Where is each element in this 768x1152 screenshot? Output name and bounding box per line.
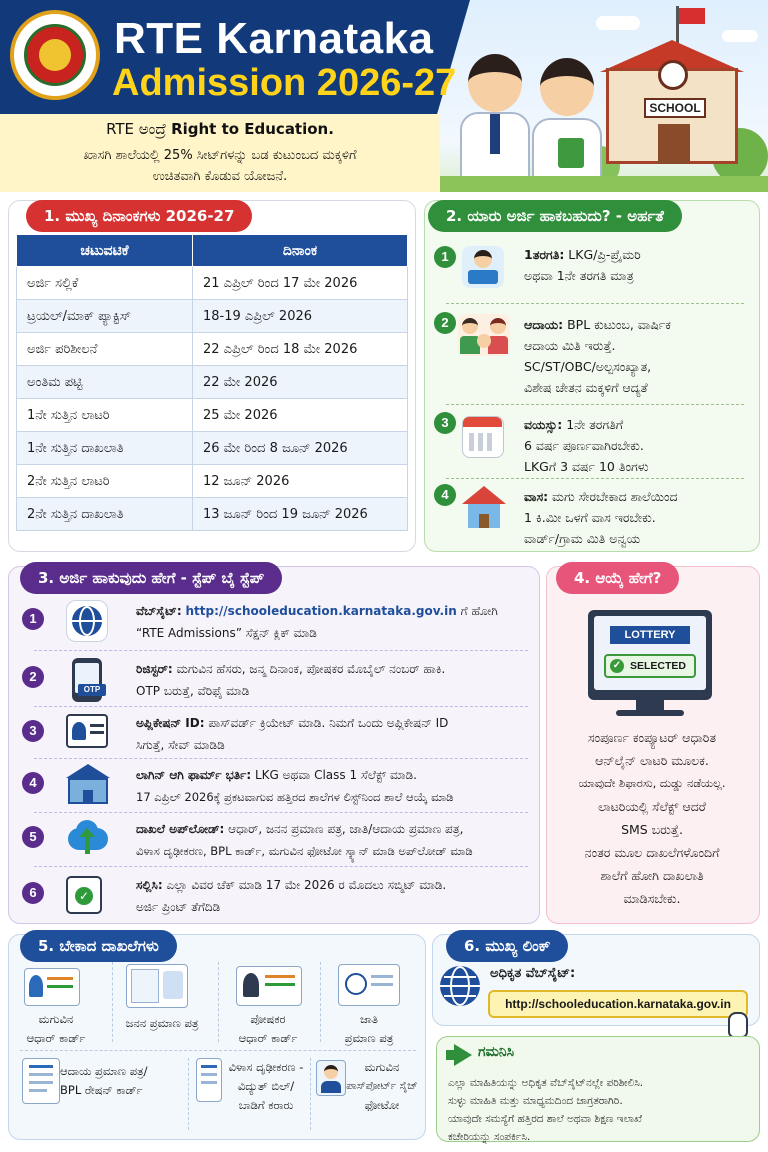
clock-icon (658, 60, 688, 90)
item-label: ವಾಸ: (524, 489, 549, 504)
step-line: ಮಗುವಿನ ಹೆಸರು, ಜನ್ಮ ದಿನಾಂಕ, ಪೋಷಕರ ಮೊಬೈಲ್ ನಂಬರ್ ಹಾಕಿ. (172, 662, 446, 676)
selection-description (552, 726, 752, 910)
dashed-divider (34, 758, 528, 759)
row-activity: 2ನೇ ಸುತ್ತಿನ ಲಾಟರಿ (17, 465, 193, 498)
doc-label: ಜನನ ಪ್ರಮಾಣ ಪತ್ರ (125, 1016, 199, 1030)
step-number: 4 (22, 772, 44, 794)
school-sign: SCHOOL (644, 98, 706, 118)
note-line: ಕಚೇರಿಯನ್ನು ಸಂಪರ್ಕಿಸಿ. (448, 1131, 531, 1143)
link-heading: 6. ಮುಖ್ಯ ಲಿಂಕ್ (446, 930, 568, 962)
item-line: 6 ವರ್ಷ ಪೂರ್ಣವಾಗಿರಬೇಕು. (524, 438, 644, 453)
item-line: LKG/ಪ್ರಿ-ಪ್ರೈಮರಿ (564, 247, 641, 262)
step-line: ಪಾಸ್‌ವರ್ಡ್ ಕ್ರಿಯೇಟ್ ಮಾಡಿ. ನಿಮಗೆ ಒಂದು ಅಪ್ಲಿಕೇಷನ್ ID (204, 716, 449, 730)
selection-line: ಶಾಲೆಗೆ ಹೋಗಿ ದಾಖಲಾತಿ (600, 868, 704, 883)
step-label: ಅಪ್ಲಿಕೇಷನ್ ID: (136, 716, 205, 730)
step-line: ಎಲ್ಲಾ ವಿವರ ಚೆಕ್ ಮಾಡಿ 17 ಮೇ 2026 ರ ಮೊದಲು ಸಬ್ಮಿಟ್ ಮಾಡಿ. (162, 878, 447, 892)
official-website-link[interactable]: http://schooleducation.karnataka.gov.in (488, 990, 748, 1018)
selection-line: ಯಾವುದೇ ಶಿಫಾರಸು, ದುಡ್ಡು ನಡೆಯಲ್ಲ. (578, 776, 726, 790)
phone-otp-icon (72, 658, 102, 702)
step-line: ಆಧಾರ್, ಜನನ ಪ್ರಮಾಣ ಪತ್ರ, ಜಾತಿ/ಆದಾಯ ಪ್ರಮಾಣ ಪತ್ರ, (224, 822, 464, 836)
doc-label: ವಿಳಾಸ ದೃಢೀಕರಣ - (228, 1060, 304, 1074)
note-line: ಎಲ್ಲಾ ಮಾಹಿತಿಯನ್ನು ಅಧಿಕೃತ ವೆಬ್‌ಸೈಟ್‌ನಲ್ಲೇ ಪರಿಶೀಲಿಸಿ. (448, 1077, 644, 1089)
step-label: ಸಲ್ಲಿಸಿ: (136, 878, 163, 892)
step-line: ಗೆ ಹೋಗಿ (456, 604, 498, 618)
intro-line-3: ಉಚಿತವಾಗಿ ಕೊಡುವ ಯೋಜನೆ. (152, 169, 288, 184)
eligibility-item-age (432, 410, 750, 488)
item-line: SC/ST/OBC/ಅಲ್ಪಸಂಖ್ಯಾತ, (524, 359, 652, 374)
selection-line: ಮಾಡಿಸಬೇಕು. (623, 891, 681, 906)
megaphone-icon (446, 1044, 472, 1066)
item-number: 3 (434, 412, 456, 434)
steps-heading: 3. ಅರ್ಜಿ ಹಾಕುವುದು ಹೇಗೆ - ಸ್ಟೆಪ್ ಬೈ ಸ್ಟೆಪ್ (20, 562, 282, 594)
row-activity: ಅರ್ಜಿ ಪರಿಶೀಲನೆ (17, 333, 193, 366)
item-line: 1ನೇ ತರಗತಿಗೆ (562, 417, 624, 432)
selection-heading: 4. ಆಯ್ಕೆ ಹೇಗೆ? (556, 562, 679, 594)
dashed-divider (446, 303, 744, 304)
row-activity: 2ನೇ ಸುತ್ತಿನ ದಾಖಲಾತಿ (17, 498, 193, 531)
link-label: ಅಧಿಕೃತ ವೆಬ್‌ಸೈಟ್: (490, 966, 576, 981)
globe-icon (66, 600, 108, 642)
dashed-divider (34, 812, 528, 813)
school-building-icon (66, 764, 108, 806)
doc-income-certificate (60, 1062, 188, 1100)
item-line: ಅಥವಾ 1ನೇ ತರಗತಿ ಮಾತ್ರ (524, 268, 634, 283)
dashed-divider (34, 650, 528, 651)
step-line: LKG ಅಥವಾ Class 1 ಸೆಲೆಕ್ಟ್ ಮಾಡಿ. (251, 768, 418, 782)
note-line: ಯಾವುದೇ ಸಮಸ್ಯೆಗೆ ಹತ್ತಿರದ ಶಾಲೆ ಅಥವಾ ಶಿಕ್ಷಣ ಇಲಾಖೆ (448, 1113, 643, 1125)
item-line: LKGಗೆ 3 ವರ್ಷ 10 ತಿಂಗಳು (524, 459, 649, 474)
header-banner (0, 0, 768, 192)
eligibility-text (524, 414, 750, 477)
row-activity: ಅರ್ಜಿ ಸಲ್ಲಿಕೆ (17, 267, 193, 300)
intro-line-1: RTE ಅಂದ್ರೆ Right to Education. (106, 120, 334, 138)
row-activity: ಅಂತಿಮ ಪಟ್ಟಿ (17, 366, 193, 399)
dashed-divider (188, 1058, 189, 1130)
doc-birth-certificate (112, 1014, 212, 1033)
otp-badge: OTP (78, 684, 106, 696)
house-icon (462, 486, 504, 528)
step-line: “RTE Admissions” ಸೆಕ್ಷನ್ ಕ್ಲಿಕ್ ಮಾಡಿ (136, 626, 317, 640)
doc-child-aadhaar (14, 1010, 98, 1048)
row-date: 12 ಜೂನ್ 2026 (193, 465, 408, 498)
eligibility-item-income (432, 310, 750, 395)
selected-badge (604, 654, 696, 678)
girl-illustration-head (540, 58, 594, 116)
doc-label: ಪ್ರಮಾಣ ಪತ್ರ (344, 1031, 394, 1045)
row-date: 22 ಮೇ 2026 (193, 366, 408, 399)
dashed-divider (446, 478, 744, 479)
step-number: 1 (22, 608, 44, 630)
step-document-upload (18, 816, 536, 868)
flag-icon (679, 8, 705, 24)
item-number: 2 (434, 312, 456, 334)
globe-icon (440, 966, 480, 1006)
step-line: ಸಿಗುತ್ತೆ, ಸೇವ್ ಮಾಡಿಡಿ (136, 738, 225, 752)
selection-line: SMS ಬರುತ್ತೆ. (621, 822, 683, 837)
passport-photo-icon (316, 1060, 346, 1096)
doc-label: ಆಧಾರ್ ಕಾರ್ಡ್ (238, 1031, 298, 1045)
doc-label: ಜಾತಿ (360, 1012, 378, 1026)
id-card-icon (66, 714, 108, 748)
doc-caste-certificate (326, 1010, 412, 1048)
hand-cursor-icon (728, 1012, 748, 1038)
page-title: RTE Karnataka (114, 14, 434, 63)
dashed-divider (34, 866, 528, 867)
row-activity: 1ನೇ ಸುತ್ತಿನ ದಾಖಲಾತಿ (17, 432, 193, 465)
eligibility-heading: 2. ಯಾರು ಅರ್ಜಿ ಹಾಕಬಹುದು? - ಅರ್ಹತೆ (428, 200, 682, 232)
step-text (136, 712, 536, 756)
dates-table-header (17, 235, 408, 267)
doc-label: ಆಧಾರ್ ಕಾರ್ಡ್ (26, 1031, 86, 1045)
doc-address-proof (222, 1058, 310, 1115)
dashed-divider (310, 1058, 311, 1130)
emblem-core (39, 39, 71, 71)
caste-certificate-icon (338, 964, 400, 1006)
selection-line: ಸಂಪೂರ್ಣ ಕಂಪ್ಯೂಟರ್ ಆಧಾರಿತ (587, 730, 717, 745)
item-line: ಆದಾಯ ಮಿತಿ ಇರುತ್ತೆ. (524, 338, 616, 353)
boy-illustration-head (468, 54, 522, 112)
step-label: ಲಾಗಿನ್ ಆಗಿ ಫಾರ್ಮ್ ಭರ್ತಿ: (136, 768, 252, 782)
tie-shape (490, 114, 500, 154)
item-line: ವಾರ್ಡ್/ಗ್ರಾಮ ಮಿತಿ ಅನ್ವಯ (524, 531, 641, 546)
eligibility-item-residence (432, 482, 750, 560)
step-line: ವಿಳಾಸ ದೃಢೀಕರಣ, BPL ಕಾರ್ಡ್, ಮಗುವಿನ ಫೋಟೋ ಸ್ಕ್ಯಾನ್ ಮಾಡಿ ಅಪ್‌ಲೋಡ್ ಮಾಡಿ (136, 844, 473, 858)
row-date: 18-19 ಎಪ್ರಿಲ್ 2026 (193, 300, 408, 333)
doc-label: ಬಾಡಿಗೆ ಕರಾರು (238, 1098, 294, 1112)
emblem-inner-ring (24, 24, 86, 86)
table-row (17, 498, 408, 531)
row-date: 21 ಎಪ್ರಿಲ್ ರಿಂದ 17 ಮೇ 2026 (193, 267, 408, 300)
step-text (136, 658, 536, 702)
computer-monitor-icon (588, 610, 712, 700)
item-line: BPL ಕುಟುಂಬ, ವಾರ್ಷಿಕ (563, 317, 671, 332)
doc-label: ವಿದ್ಯುತ್ ಬಿಲ್/ (237, 1079, 295, 1093)
table-row (17, 267, 408, 300)
selection-line: ಲಾಟರಿಯಲ್ಲಿ ಸೆಲೆಕ್ಟ್ ಆದರೆ (598, 799, 706, 814)
row-date: 13 ಜೂನ್ ರಿಂದ 19 ಜೂನ್ 2026 (193, 498, 408, 531)
selection-line: ಆನ್‌ಲೈನ್ ಲಾಟರಿ ಮೂಲಕ. (595, 753, 709, 768)
doc-parent-aadhaar (222, 1010, 314, 1048)
calendar-icon (462, 416, 504, 458)
doc-label: ಆದಾಯ ಪ್ರಮಾಣ ಪತ್ರ/ (60, 1064, 148, 1078)
parent-aadhaar-icon (236, 966, 302, 1006)
dashed-divider (218, 962, 219, 1042)
table-row (17, 432, 408, 465)
table-row (17, 333, 408, 366)
step-label: ದಾಖಲೆ ಅಪ್‌ಲೋಡ್: (136, 822, 225, 836)
lottery-label: LOTTERY (610, 626, 690, 644)
address-proof-icon (196, 1058, 222, 1102)
step-number: 5 (22, 826, 44, 848)
intro-emphasis: Right to Education. (171, 120, 334, 138)
note-heading: ಗಮನಿಸಿ (478, 1044, 515, 1060)
item-label: 1ತರಗತಿ: (524, 247, 565, 262)
income-certificate-icon (22, 1058, 60, 1104)
row-date: 26 ಮೇ ರಿಂದ 8 ಜೂನ್ 2026 (193, 432, 408, 465)
book-icon (558, 138, 584, 168)
doc-label: ಮಗುವಿನ (38, 1012, 74, 1026)
website-link[interactable]: http://schooleducation.karnataka.gov.in (185, 604, 457, 618)
step-line: ಅರ್ಜಿ ಪ್ರಿಂಟ್ ತೆಗೆದಿಡಿ (136, 900, 221, 914)
step-website (18, 598, 536, 650)
item-line: ವಿಶೇಷ ಚೇತನ ಮಕ್ಕಳಿಗೆ ಆದ್ಯತೆ (524, 380, 648, 395)
intro-line-2: ಖಾಸಗಿ ಶಾಲೆಯಲ್ಲಿ 25% ಸೀಟ್‌ಗಳನ್ನು ಬಡ ಕುಟುಂಬದ ಮಕ್ಕಳಿಗೆ (83, 148, 357, 163)
eligibility-text (524, 486, 750, 549)
eligibility-text (524, 244, 750, 286)
dates-table (16, 234, 408, 531)
monitor-base (616, 710, 684, 716)
row-date: 22 ಎಪ್ರಿಲ್ ರಿಂದ 18 ಮೇ 2026 (193, 333, 408, 366)
doc-label: ಪಾಸ್‌ಪೋರ್ಟ್ ಸೈಜ್ (346, 1080, 418, 1092)
step-text (136, 818, 536, 862)
col-activity: ಚಟುವಟಿಕೆ (17, 235, 193, 267)
karnataka-emblem-logo (10, 10, 100, 100)
dashed-divider (446, 404, 744, 405)
step-line: 17 ಎಪ್ರಿಲ್ 2026ಕ್ಕೆ ಪ್ರಕಟವಾಗುವ ಹತ್ತಿರದ ಶಾಲೆಗಳ ಲಿಸ್ಟ್‌ನಿಂದ ಶಾಲೆ ಆಯ್ಕೆ ಮಾಡಿ (136, 790, 454, 804)
doc-label: BPL ರೇಷನ್ ಕಾರ್ಡ್ (60, 1083, 143, 1097)
student-reading-icon (462, 246, 504, 288)
item-line: ಮಗು ಸೇರಬೇಕಾದ ಶಾಲೆಯಿಂದ (548, 489, 678, 504)
check-icon: ✓ (610, 659, 624, 673)
step-label: ರಿಜಿಸ್ಟರ್: (136, 662, 173, 676)
col-date: ದಿನಾಂಕ (193, 235, 408, 267)
dashed-divider (320, 962, 321, 1042)
table-row (17, 465, 408, 498)
item-label: ಆದಾಯ: (524, 317, 564, 332)
step-text (136, 874, 536, 918)
note-line: ಸುಳ್ಳು ಮಾಹಿತಿ ಮತ್ತು ಮಾಧ್ಯಮದಿಂದ ಜಾಗ್ರತರಾಗಿರಿ. (448, 1095, 623, 1107)
row-date: 25 ಮೇ 2026 (193, 399, 408, 432)
aadhaar-card-icon (24, 968, 80, 1006)
step-application-id (18, 710, 536, 762)
doc-label: ಪೋಷಕರ (250, 1012, 286, 1026)
school-door (658, 124, 690, 164)
cloud-shape (596, 16, 640, 30)
family-icon (458, 314, 510, 356)
step-submit (18, 872, 536, 924)
step-number: 3 (22, 720, 44, 742)
eligibility-text (524, 314, 750, 398)
step-number: 6 (22, 882, 44, 904)
item-label: ವಯಸ್ಸು: (524, 417, 563, 432)
step-text (136, 764, 536, 808)
documents-heading: 5. ಬೇಕಾದ ದಾಖಲೆಗಳು (20, 930, 177, 962)
birth-certificate-icon (126, 964, 188, 1008)
step-line: OTP ಬರುತ್ತೆ, ವೆರಿಫೈ ಮಾಡಿ (136, 684, 250, 698)
grass-strip (440, 176, 768, 192)
note-text (448, 1074, 752, 1146)
page-subtitle: Admission 2026-27 (112, 62, 457, 104)
step-register (18, 656, 536, 708)
step-login-form (18, 762, 536, 814)
doc-passport-photo (344, 1058, 420, 1115)
table-row (17, 300, 408, 333)
checkbox-icon: ✓ (66, 876, 102, 914)
doc-label: ಫೋಟೋ (364, 1098, 400, 1112)
item-line: 1 ಕಿ.ಮೀ ಒಳಗೆ ವಾಸ ಇರಬೇಕು. (524, 510, 656, 525)
step-number: 2 (22, 666, 44, 688)
eligibility-item-class (432, 240, 750, 318)
cloud-upload-icon (66, 818, 108, 860)
table-row (17, 399, 408, 432)
item-number: 4 (434, 484, 456, 506)
step-label: ವೆಬ್‌ಸೈಟ್: (136, 604, 182, 618)
item-number: 1 (434, 246, 456, 268)
monitor-screen (594, 616, 706, 690)
row-activity: ಟ್ರಯಲ್/ಮಾಕ್ ಪ್ಯಾಕ್ಟಿಸ್ (17, 300, 193, 333)
step-text (136, 600, 536, 644)
doc-label: ಮಗುವಿನ (364, 1060, 400, 1074)
table-row (17, 366, 408, 399)
selection-line: ನಂತರ ಮೂಲ ದಾಖಲೆಗಳೊಂದಿಗೆ (584, 845, 720, 860)
dates-heading: 1. ಮುಖ್ಯ ದಿನಾಂಕಗಳು 2026-27 (26, 200, 252, 232)
intro-lines (0, 145, 440, 187)
row-activity: 1ನೇ ಸುತ್ತಿನ ಲಾಟರಿ (17, 399, 193, 432)
dashed-divider (34, 706, 528, 707)
selected-label: SELECTED (630, 660, 687, 672)
row-divider (20, 1050, 416, 1051)
